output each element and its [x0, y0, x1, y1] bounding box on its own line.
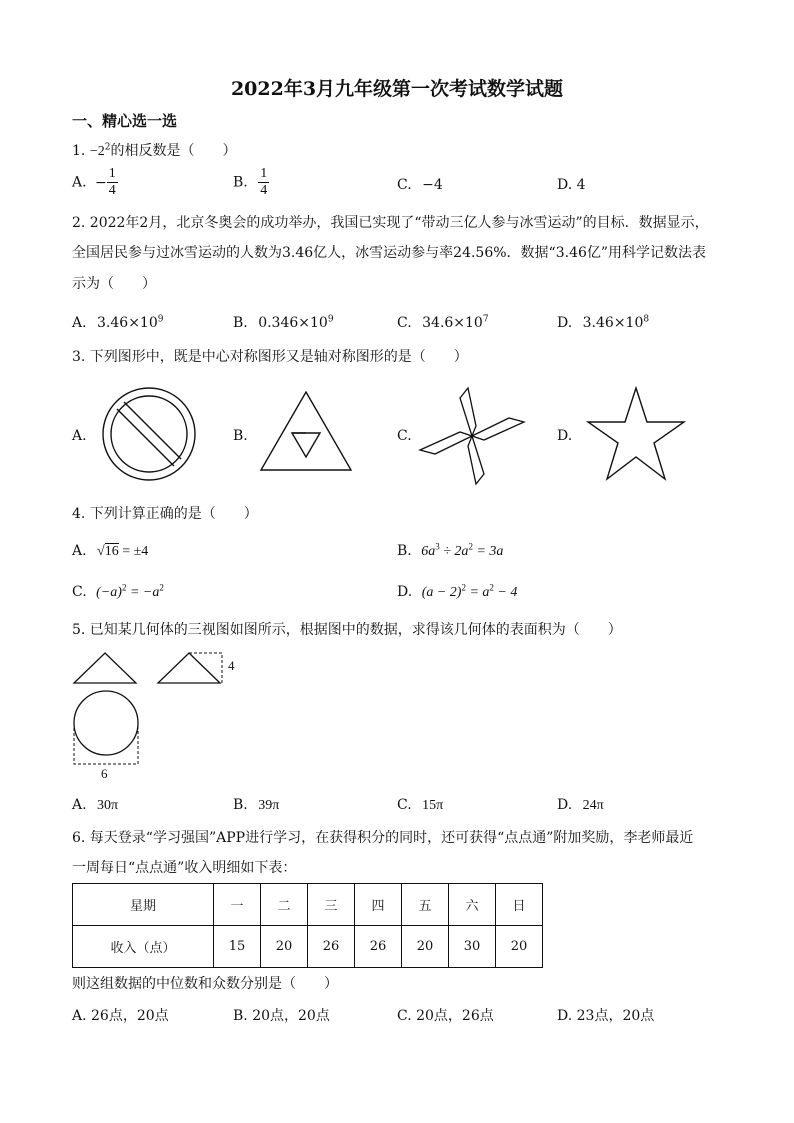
- expression: 6a: [421, 544, 436, 559]
- numerator: 1: [260, 166, 268, 181]
- exponent: 7: [482, 314, 489, 325]
- q3-option-c-label[interactable]: C.: [397, 428, 412, 444]
- expression: − 4: [493, 585, 518, 600]
- table-cell: 26: [308, 926, 355, 968]
- question-3-stem: 3. 下列图形中，既是中心对称图形又是轴对称图形的是（ ）: [72, 349, 468, 365]
- table-cell: 20: [402, 926, 449, 968]
- q3-option-d-label[interactable]: D.: [557, 428, 573, 444]
- fraction: [107, 166, 118, 199]
- question-4-stem: 4. 下列计算正确的是（ ）: [72, 506, 258, 522]
- exponent: 9: [157, 314, 164, 325]
- q3-option-b-label[interactable]: B.: [233, 428, 248, 444]
- option-label: C.: [397, 797, 412, 813]
- expression: (−a): [96, 585, 122, 600]
- expression: = 3a: [472, 544, 504, 559]
- option-value: = ±4: [118, 544, 149, 559]
- option-label: B.: [397, 543, 412, 559]
- option-label: D.: [557, 797, 573, 813]
- exponent: 3: [435, 541, 440, 552]
- exponent: 2: [159, 582, 164, 593]
- option-label: D.: [557, 315, 573, 331]
- q3-option-a-label[interactable]: A.: [72, 428, 87, 444]
- side-view-triangle: [156, 652, 226, 685]
- q2-option-d[interactable]: [557, 313, 649, 333]
- option-value: 4: [576, 177, 586, 193]
- q6-option-b[interactable]: B. 20点，20点: [233, 1008, 330, 1024]
- stem-text: 的相反数是（ ）: [110, 143, 237, 159]
- expression: ÷ 2a: [439, 544, 469, 559]
- option-label: C.: [397, 315, 412, 331]
- minus-sign: −: [95, 174, 107, 191]
- table-header-day: 五: [402, 884, 449, 926]
- option-label: C.: [72, 584, 87, 600]
- numerator: 1: [108, 166, 116, 181]
- table-header-day: 四: [355, 884, 402, 926]
- option-label: A.: [72, 315, 87, 331]
- option-value: 15π: [422, 798, 444, 813]
- table-cell: 26: [355, 926, 402, 968]
- q1-option-a[interactable]: [72, 166, 118, 199]
- q6-option-d[interactable]: D. 23点，20点: [557, 1008, 655, 1024]
- exponent: 9: [327, 314, 334, 325]
- section-heading: 一、精心选一选: [72, 112, 178, 130]
- option-label: D.: [397, 584, 413, 600]
- q5-option-c[interactable]: [397, 795, 443, 816]
- income-table: [72, 883, 543, 968]
- table-header-day: 二: [261, 884, 308, 926]
- exponent: 2: [104, 142, 111, 153]
- expression: (a − 2): [421, 585, 462, 600]
- denominator: 4: [260, 183, 268, 198]
- table-cell: 30: [449, 926, 496, 968]
- option-label: A.: [72, 543, 87, 559]
- exponent: 2: [489, 582, 494, 593]
- table-header-day: 六: [449, 884, 496, 926]
- question-2-line-1: 2. 2022年2月，北京冬奥会的成功举办，我国已实现了“带动三亿人参与冰雪运动”的目标．数据显示，: [72, 215, 709, 231]
- q2-option-a[interactable]: [72, 313, 163, 333]
- table-header-label: 星期: [73, 884, 214, 926]
- radicand: 16: [104, 544, 119, 559]
- denominator: 4: [108, 183, 116, 198]
- question-number: 1.: [72, 143, 86, 159]
- dimension-height-label: 4: [228, 658, 235, 673]
- q4-option-b[interactable]: [397, 541, 503, 562]
- option-value: 3.46×10: [582, 315, 644, 331]
- q4-option-d[interactable]: [397, 582, 517, 603]
- option-label: C.: [397, 177, 412, 193]
- exponent: 2: [461, 582, 466, 593]
- fraction: [258, 166, 269, 199]
- q6-option-a[interactable]: A. 26点，20点: [72, 1008, 169, 1024]
- expression: −2: [89, 144, 105, 159]
- q5-option-a[interactable]: [72, 795, 118, 816]
- question-5-stem: 5. 已知某几何体的三视图如图所示，根据图中的数据，求得该几何体的表面积为（ ）: [72, 622, 622, 638]
- option-label: D.: [557, 177, 573, 193]
- question-6-question: 则这组数据的中位数和众数分别是（ ）: [72, 976, 338, 992]
- question-2-line-2: 全国居民参与过冰雪运动的人数为3.46亿人，冰雪运动参与率24.56%．数据“3.46亿”用科学记数法表: [72, 245, 707, 261]
- pinwheel-figure: [416, 386, 528, 486]
- question-2-line-3: 示为（ ）: [72, 276, 156, 292]
- table-header-day: 三: [308, 884, 355, 926]
- q1-option-c[interactable]: [397, 175, 443, 195]
- q1-option-d[interactable]: [557, 175, 586, 195]
- option-label: B.: [233, 174, 248, 191]
- question-6-line-2: 一周每日“点点通”收入明细如下表：: [72, 860, 297, 876]
- q4-option-c[interactable]: [72, 582, 164, 603]
- star-figure: [586, 386, 686, 482]
- question-1-stem: [72, 141, 236, 162]
- table-cell: 20: [496, 926, 543, 968]
- option-value: 24π: [582, 798, 604, 813]
- expression: = −a: [126, 585, 160, 600]
- table-header-day: 一: [214, 884, 261, 926]
- option-value: −4: [422, 177, 443, 193]
- option-label: A.: [72, 797, 87, 813]
- q2-option-c[interactable]: [397, 313, 489, 333]
- front-view-triangle: [72, 652, 138, 684]
- dimension-width-label: 6: [101, 766, 108, 781]
- option-value: 34.6×10: [422, 315, 483, 331]
- expression: = a: [465, 585, 490, 600]
- table-cell: 15: [214, 926, 261, 968]
- option-label: B.: [233, 797, 248, 813]
- option-value: 39π: [258, 798, 280, 813]
- q2-option-b[interactable]: [233, 313, 334, 333]
- q5-option-d[interactable]: [557, 795, 604, 816]
- q6-option-c[interactable]: C. 20点，26点: [397, 1008, 494, 1024]
- option-value: 3.46×10: [97, 315, 158, 331]
- top-view-circle: [72, 688, 140, 766]
- option-label: A.: [72, 174, 87, 191]
- question-6-line-1: 6. 每天登录“学习强国”APP进行学习，在获得积分的同时，还可获得“点点通”附加奖励，李老师最近: [72, 830, 694, 846]
- option-value: 0.346×10: [258, 315, 328, 331]
- page-title: 2022年3月九年级第一次考试数学试题: [230, 78, 564, 100]
- option-value: 30π: [97, 798, 119, 813]
- table-row-label: 收入（点）: [73, 926, 214, 968]
- radical-sign: √: [97, 544, 105, 559]
- triangle-figure: [258, 390, 354, 472]
- exponent: 2: [468, 541, 473, 552]
- exponent: 2: [121, 582, 127, 593]
- option-label: B.: [233, 315, 248, 331]
- q4-option-a[interactable]: [72, 541, 148, 562]
- table-header-day: 日: [496, 884, 543, 926]
- no-entry-figure: [101, 386, 197, 482]
- table-row: [73, 926, 543, 968]
- exponent: 8: [643, 314, 650, 325]
- table-cell: 20: [261, 926, 308, 968]
- q5-option-b[interactable]: [233, 795, 279, 816]
- q1-option-b[interactable]: [233, 166, 269, 199]
- table-row: [73, 884, 543, 926]
